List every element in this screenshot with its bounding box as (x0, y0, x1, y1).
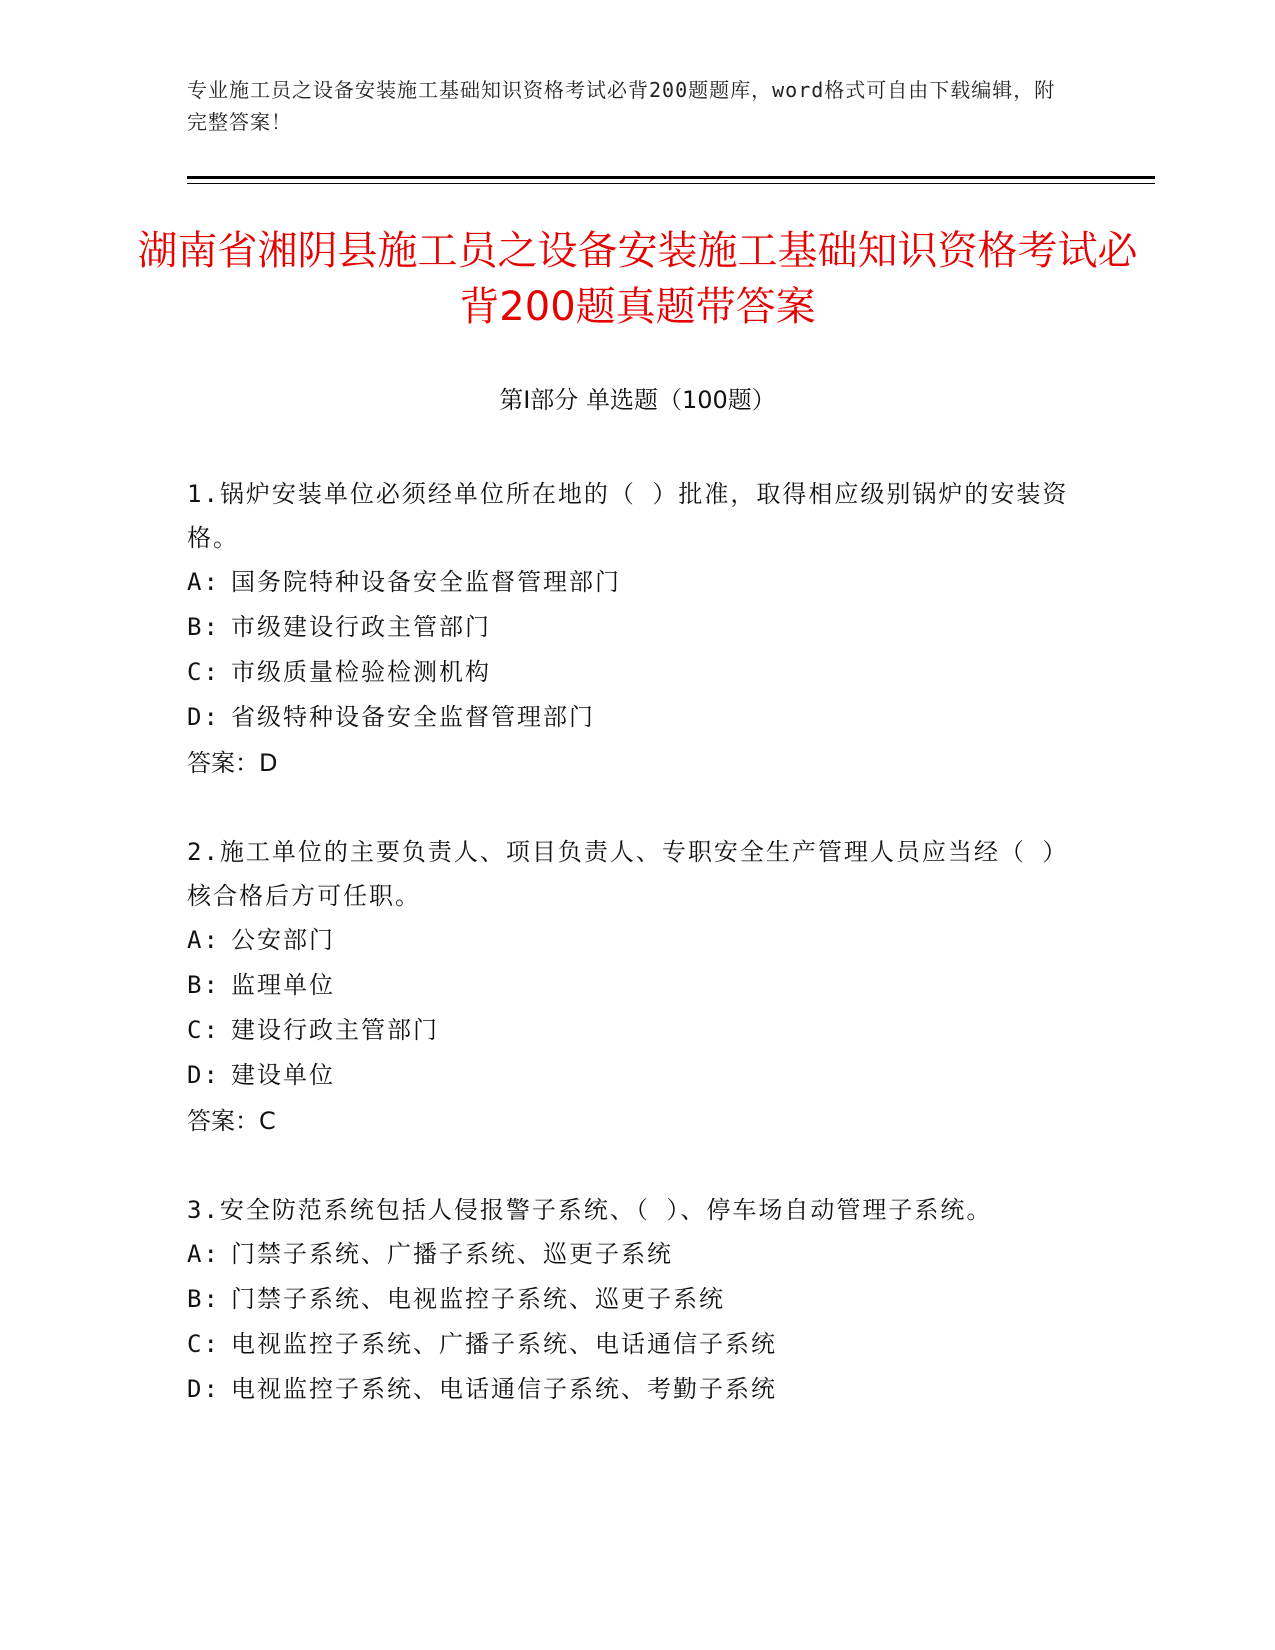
option-key: B: (187, 971, 220, 999)
question-1 (187, 472, 1077, 786)
option-key: B: (187, 613, 220, 641)
option-key: A: (187, 926, 220, 954)
option-a (187, 1232, 1077, 1277)
option-key: D: (187, 1375, 220, 1403)
option-key: A: (187, 1240, 220, 1268)
option-text: 建设行政主管部门 (231, 1016, 439, 1044)
option-a (187, 560, 1077, 605)
answer: 答案：D (187, 749, 278, 777)
option-d (187, 1053, 1077, 1098)
section-title: 第Ⅰ部分 单选题（100题） (499, 386, 776, 414)
option-text: 公安部门 (231, 926, 335, 954)
option-c (187, 650, 1077, 695)
option-text: 省级特种设备安全监督管理部门 (231, 703, 595, 731)
option-d (187, 1367, 1077, 1412)
question-3 (187, 1188, 1077, 1412)
option-text: 监理单位 (231, 971, 335, 999)
option-text: 电视监控子系统、电话通信子系统、考勤子系统 (231, 1375, 777, 1403)
option-text: 门禁子系统、广播子系统、巡更子系统 (231, 1240, 673, 1268)
header-divider-thick (187, 176, 1155, 179)
option-key: D: (187, 1061, 220, 1089)
option-text: 市级建设行政主管部门 (231, 613, 491, 641)
option-text: 电视监控子系统、广播子系统、电话通信子系统 (231, 1330, 777, 1358)
header-note: 专业施工员之设备安装施工基础知识资格考试必背200题题库，word格式可自由下载编辑，附完整答案！ (187, 78, 1056, 134)
option-d (187, 695, 1077, 740)
option-key: C: (187, 1016, 220, 1044)
option-text: 建设单位 (231, 1061, 335, 1089)
option-key: A: (187, 568, 220, 596)
question-list (187, 472, 1077, 1456)
option-b (187, 963, 1077, 1008)
header-divider-thin (187, 183, 1155, 184)
question-stem: 2.施工单位的主要负责人、项目负责人、专职安全生产管理人员应当经（ ）核合格后方可任职。 (187, 838, 1069, 910)
option-b (187, 1277, 1077, 1322)
option-a (187, 918, 1077, 963)
option-key: C: (187, 658, 220, 686)
question-stem: 1.锅炉安装单位必须经单位所在地的（ ）批准，取得相应级别锅炉的安装资格。 (187, 480, 1069, 552)
option-text: 门禁子系统、电视监控子系统、巡更子系统 (231, 1285, 725, 1313)
answer: 答案：C (187, 1107, 276, 1135)
option-key: B: (187, 1285, 220, 1313)
option-text: 市级质量检验检测机构 (231, 658, 491, 686)
question-stem: 3.安全防范系统包括人侵报警子系统、（ ）、停车场自动管理子系统。 (187, 1196, 993, 1224)
question-2 (187, 830, 1077, 1144)
option-text: 国务院特种设备安全监督管理部门 (231, 568, 621, 596)
option-b (187, 605, 1077, 650)
option-key: C: (187, 1330, 220, 1358)
document-title: 湖南省湘阴县施工员之设备安装施工基础知识资格考试必背200题真题带答案 (137, 227, 1138, 330)
option-c (187, 1322, 1077, 1367)
option-key: D: (187, 703, 220, 731)
option-c (187, 1008, 1077, 1053)
